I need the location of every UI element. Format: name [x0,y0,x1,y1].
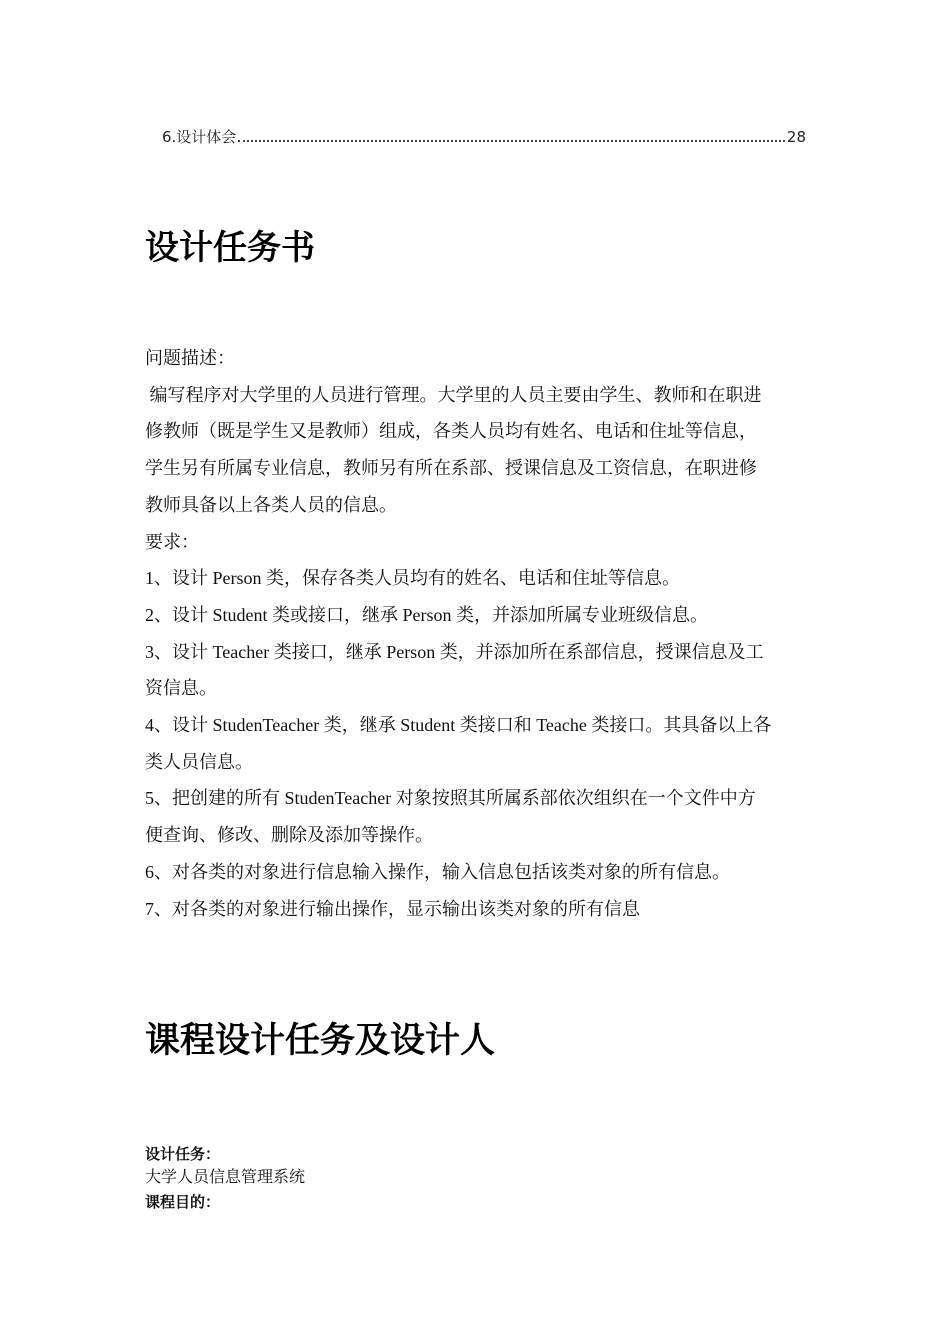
requirement-item: 7、对各类的对象进行输出操作，显示输出该类对象的所有信息 [145,898,640,919]
section-heading-design-task: 设计任务书 [145,228,315,268]
section-heading-course-task: 课程设计任务及设计人 [145,1021,496,1061]
paragraph-line: 编写程序对大学里的人员进行管理。大学里的人员主要由学生、教师和在职进 [145,384,762,405]
requirement-item: 1、设计 Person 类，保存各类人员均有的姓名、电话和住址等信息。 [145,568,680,589]
course-task-block [145,1142,805,1214]
task-value: 大学人员信息管理系统 [145,1169,306,1186]
toc-entry-page: 28 [786,128,806,146]
requirement-item: 3、设计 Teacher 类接口，继承 Person 类，并添加所在系部信息，授课信息及工 [145,641,764,662]
requirement-item: 2、设计 Student 类或接口，继承 Person 类，并添加所属专业班级信息。 [145,604,708,625]
paragraph-line: 要求： [145,531,199,552]
requirement-item: 类人员信息。 [145,751,253,772]
paragraph-line: 学生另有所属专业信息，教师另有所在系部、授课信息及工资信息，在职进修 [145,458,757,479]
paragraph-line: 教师具备以上各类人员的信息。 [145,494,397,515]
problem-description-body [145,340,805,927]
toc-entry-label: 6.设计体会 [162,128,237,146]
requirement-item: 4、设计 StudenTeacher 类，继承 Student 类接口和 Teache 类接口。其具备以上各 [145,715,772,736]
requirement-item: 6、对各类的对象进行信息输入操作，输入信息包括该类对象的所有信息。 [145,861,730,882]
requirement-item: 资信息。 [145,678,217,699]
toc-leader-dots [238,139,785,142]
requirement-item: 便查询、修改、删除及添加等操作。 [145,825,433,846]
toc-entry[interactable] [162,126,806,147]
task-label: 设计任务： [145,1145,221,1163]
paragraph-line: 问题描述： [145,348,235,368]
paragraph-line: 修教师（既是学生又是教师）组成，各类人员均有姓名、电话和住址等信息， [145,421,757,442]
purpose-label: 课程目的： [145,1193,221,1211]
requirement-item: 5、把创建的所有 StudenTeacher 对象按照其所属系部依次组织在一个文件中方 [145,788,756,809]
